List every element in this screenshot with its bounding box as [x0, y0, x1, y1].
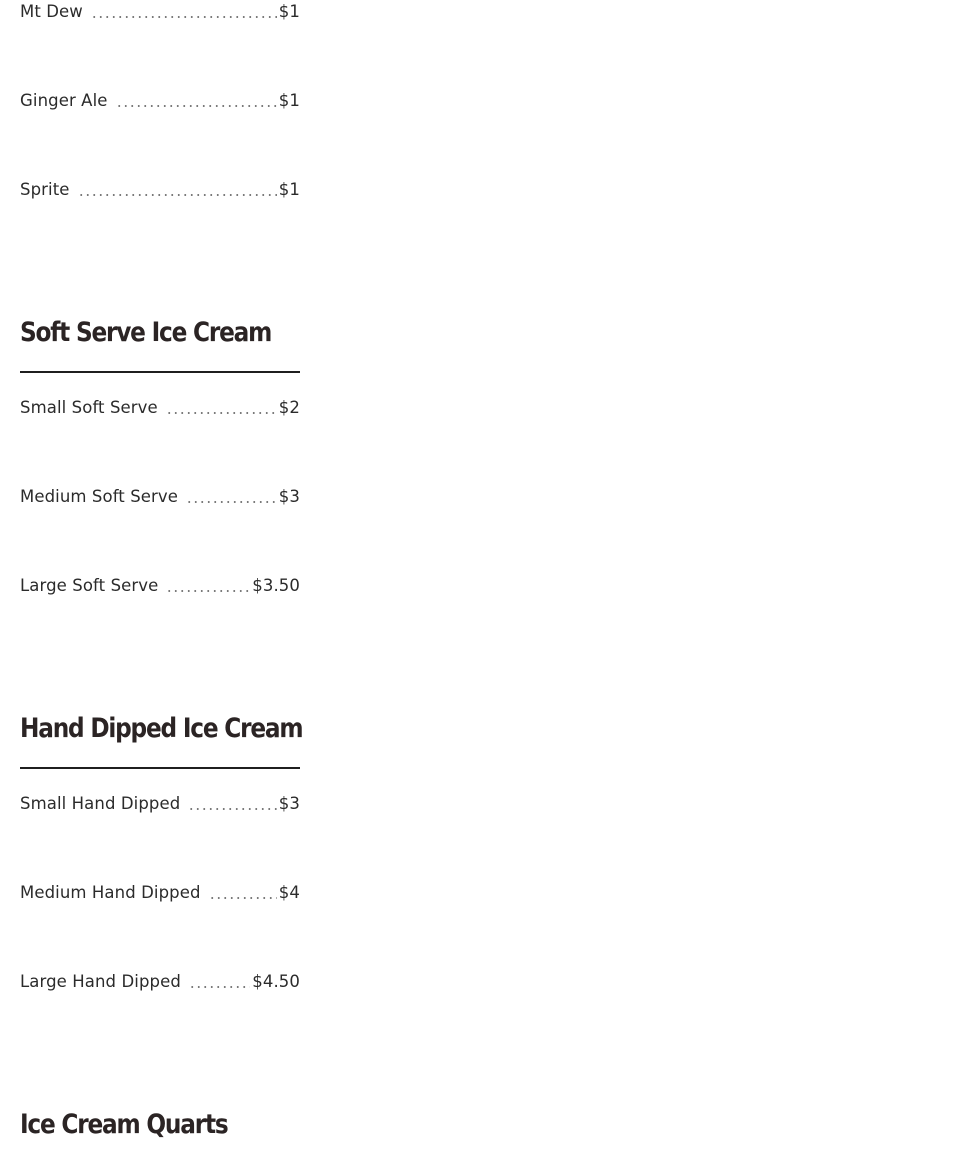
- dot-leader: [166, 590, 250, 592]
- dot-leader: [78, 194, 277, 196]
- item-name: Medium Hand Dipped: [20, 883, 201, 902]
- menu-item-large-soft-serve: [20, 572, 300, 596]
- section-heading-soft-serve: Soft Serve Ice Cream: [20, 317, 272, 348]
- item-name: Medium Soft Serve: [20, 487, 179, 506]
- dot-leader: [209, 897, 277, 899]
- menu-item-medium-hand-dipped: [20, 879, 300, 903]
- item-price: $1: [278, 91, 300, 110]
- item-price: $3: [278, 794, 300, 813]
- menu-item-small-soft-serve: [20, 394, 300, 418]
- item-name: Sprite: [20, 180, 70, 199]
- menu-item-ginger-ale: [20, 87, 300, 111]
- item-name: Mt Dew: [20, 2, 83, 21]
- item-price: $2: [278, 398, 300, 417]
- dot-leader: [186, 501, 277, 503]
- menu-item-small-hand-dipped: [20, 790, 300, 814]
- item-name: Large Soft Serve: [20, 576, 159, 595]
- dot-leader: [188, 808, 276, 810]
- section-divider: [20, 767, 300, 769]
- dot-leader: [91, 16, 277, 18]
- item-price: $1: [278, 180, 300, 199]
- menu-item-large-hand-dipped: [20, 968, 300, 992]
- item-name: Ginger Ale: [20, 91, 108, 110]
- dot-leader: [116, 105, 277, 107]
- menu-item-mt-dew: [20, 0, 300, 22]
- menu-item-medium-soft-serve: [20, 483, 300, 507]
- section-divider: [20, 371, 300, 373]
- item-price: $4.50: [252, 972, 300, 991]
- item-name: Large Hand Dipped: [20, 972, 181, 991]
- section-heading-quarts: Ice Cream Quarts: [20, 1109, 228, 1140]
- item-name: Small Soft Serve: [20, 398, 158, 417]
- item-price: $3: [278, 487, 300, 506]
- menu-item-sprite: [20, 176, 300, 200]
- dot-leader: [166, 412, 277, 414]
- item-price: $3.50: [252, 576, 300, 595]
- item-price: $4: [278, 883, 300, 902]
- item-price: $1: [278, 2, 300, 21]
- item-name: Small Hand Dipped: [20, 794, 181, 813]
- dot-leader: [189, 986, 250, 988]
- section-heading-hand-dipped: Hand Dipped Ice Cream: [20, 713, 303, 744]
